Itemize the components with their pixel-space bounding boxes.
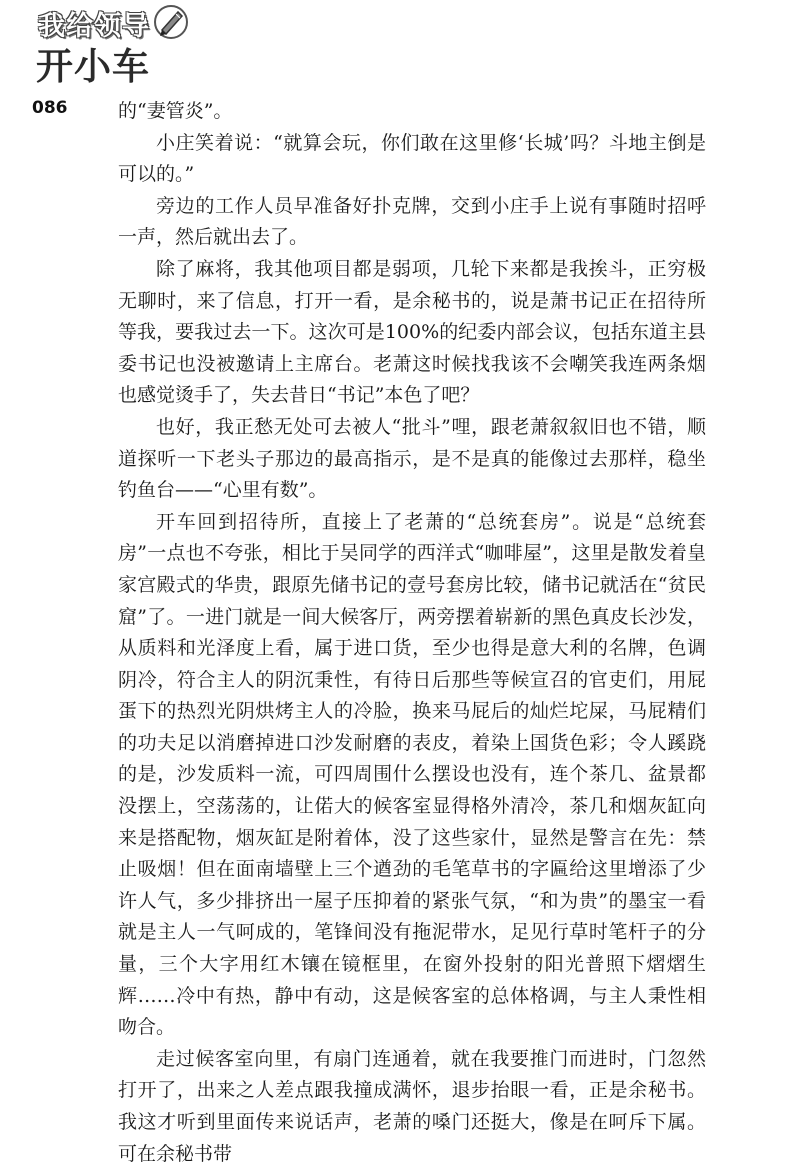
pen-icon bbox=[148, 0, 194, 46]
paragraph: 小庄笑着说：“就算会玩，你们敢在这里修‘长城’吗？斗地主倒是可以的。” bbox=[118, 131, 706, 186]
paragraph: 的“妻管炎”。 bbox=[118, 100, 233, 122]
book-title-line2: 开小车 bbox=[36, 45, 150, 88]
body-text bbox=[118, 96, 706, 1170]
book-title-line1: 我给领导 bbox=[38, 11, 150, 42]
paragraph: 除了麻将，我其他项目都是弱项，几轮下来都是我挨斗，正穷极无聊时，来了信息，打开一看，是余秘书的，说是萧书记正在招待所等我，要我过去一下。这次可是100%的纪委内部会议，包括东道主县委书记也没被邀请上主席台。老萧这时候找我该不会嘲笑我连两条烟也感觉烫手了，失去昔日“书记”本色了吧？ bbox=[118, 257, 706, 407]
paragraph: 旁边的工作人员早准备好扑克牌，交到小庄手上说有事随时招呼一声，然后就出去了。 bbox=[118, 194, 706, 249]
paragraph: 开车回到招待所，直接上了老萧的“总统套房”。说是“总统套房”一点也不夸张，相比于吴同学的西洋式“咖啡屋”，这里是散发着皇家宫殿式的华贵，跟原先储书记的壹号套房比较，储书记就活在“贫民窟”了。一进门就是一间大候客厅，两旁摆着崭新的黑色真皮长沙发，从质料和光泽度上看，属于进口货，至少也得是意大利的名牌，色调阴冷，符合主人的阴沉秉性，有待日后那些等候宣召的官吏们，用屁蛋下的热烈光阴烘烤主人的冷脸，换来马屁后的灿烂坨屎，马屁精们的功夫足以消磨掉进口沙发耐磨的表皮，着染上国货色彩；令人蹊跷的是，沙发质料一流，可四周围什么摆设也没有，连个茶几、盆景都没摆上，空荡荡的，让偌大的候客室显得格外清冷，茶几和烟灰缸向来是搭配物，烟灰缸是附着体，没了这些家什，显然是警言在先：禁止吸烟！但在面南墙壁上三个遒劲的毛笔草书的字匾给这里增添了少许人气，多少排挤出一屋子压抑着的紧张气氛，“和为贵”的墨宝一看就是主人一气呵成的，笔锋间没有拖泥带水，足见行草时笔杆子的分量，三个大字用红木镶在镜框里，在窗外投射的阳光普照下熠熠生辉……冷中有热，静中有动，这是候客室的总体格调，与主人秉性相吻合。 bbox=[118, 510, 706, 1039]
book-logo bbox=[30, 4, 170, 88]
page-number: 086 bbox=[32, 98, 68, 118]
paragraph: 也好，我正愁无处可去被人“批斗”哩，跟老萧叙叙旧也不错，顺道探听一下老头子那边的最高指示，是不是真的能像过去那样，稳坐钓鱼台——“心里有数”。 bbox=[118, 415, 706, 502]
paragraph: 走过候客室向里，有扇门连通着，就在我要推门而进时，门忽然打开了，出来之人差点跟我撞成满怀，退步抬眼一看，正是余秘书。我这才听到里面传来说话声，老萧的嗓门还挺大，像是在呵斥下属。可在余秘书带 bbox=[118, 1047, 706, 1165]
